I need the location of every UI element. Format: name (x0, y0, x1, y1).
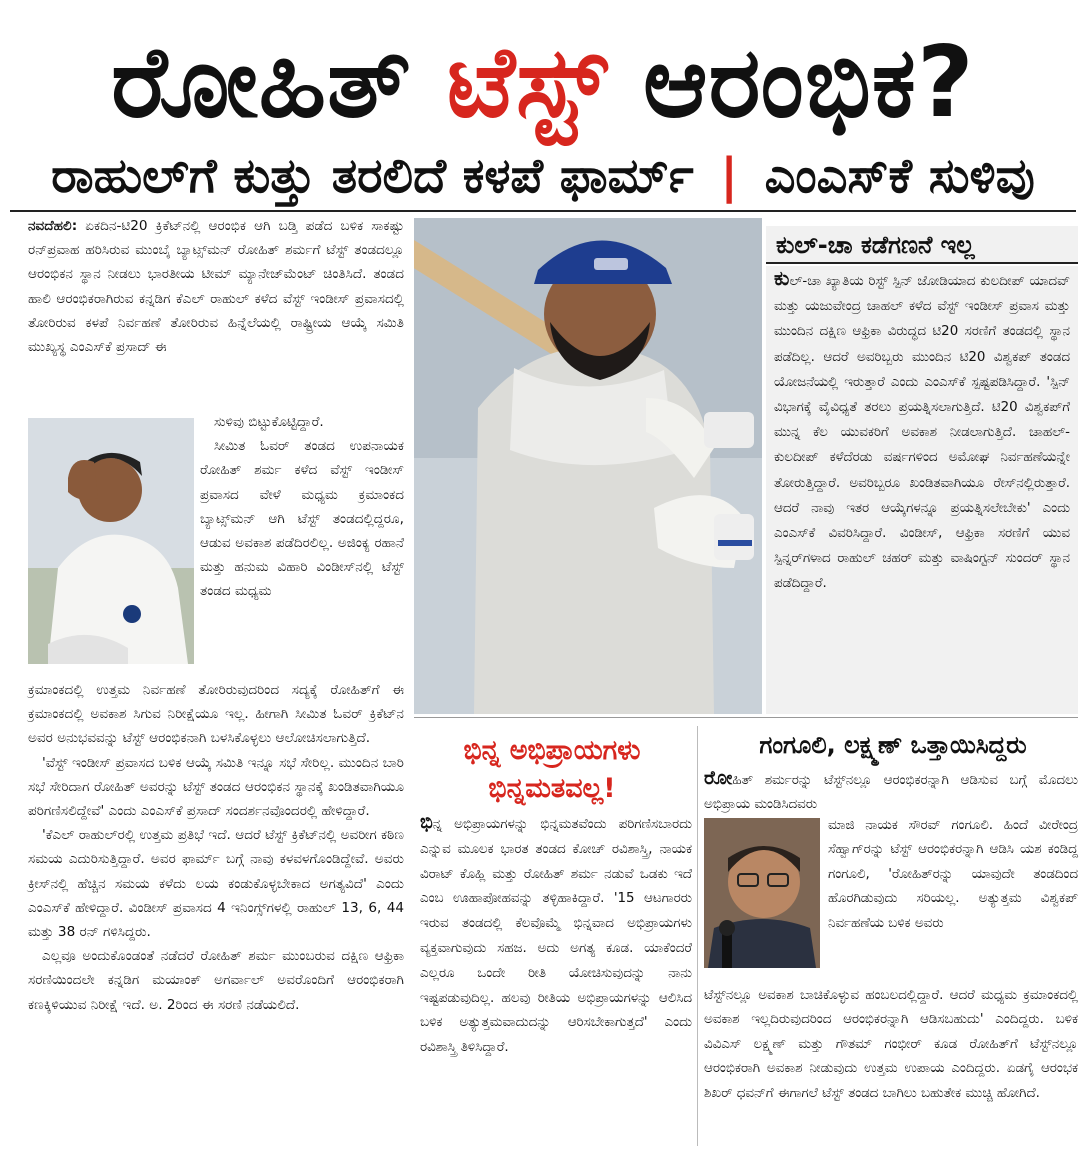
subheadline-left: ರಾಹುಲ್‌ಗೆ ಕುತ್ತು ತರಲಿದೆ ಕಳಪೆ ಫಾರ್ಮ್ (51, 148, 694, 204)
main-article-p5: ಎಲ್ಲವೂ ಅಂದುಕೊಂಡಂತೆ ನಡೆದರೆ ರೋಹಿತ್ ಶರ್ಮ ಮುಂಬರುವ ದಕ್ಷಿಣ ಆಫ್ರಿಕಾ ಸರಣಿಯಿಂದಲೇ ಕನ್ನಡಿಗ ಮಯಾಂಕ್ ಅಗರ್ವಾಲ್ ಅವರೊಂದಿಗೆ ಆರಂಭಿಕರಾಗಿ ಕಣಕ್ಕಿಳಿಯುವ ನಿರೀಕ್ಷೆ ಇದೆ. ಅ. 2ರಿಂದ ಈ ಸರಣಿ ನಡೆಯಲಿದೆ. (28, 948, 404, 1013)
right-article-intro-text: ಹಿತ್ ಶರ್ಮರನ್ನು ಟೆಸ್ಟ್‌ನಲ್ಲೂ ಆರಂಭಿಕರನ್ನಾಗಿ ಆಡಿಸುವ ಬಗ್ಗೆ ಮೊದಲು ಅಭಿಪ್ರಾಯ ಮಂಡಿಸಿದವರು (704, 773, 1078, 813)
right-article-wrap-text: ಮಾಜಿ ನಾಯಕ ಸೌರವ್ ಗಂಗೂಲಿ. ಹಿಂದೆ ವೀರೇಂದ್ರ ಸೆಹ್ವಾಗ್‌ರನ್ನು ಟೆಸ್ಟ್ ಆರಂಭಿಕರನ್ನಾಗಿ ಆಡಿಸಿ ಯಶ ಕಂಡಿದ್ದ ಗಂಗೂಲಿ, 'ರೋಹಿತ್‌ರನ್ನು ಯಾವುದೇ ತಂಡದಿಂದ ಹೊರಗಿಡುವುದು ಸರಿಯಲ್ಲ. ಅತ್ಯುತ್ತಮ ವಿಶ್ವಕಪ್ ನಿರ್ವಹಣೆಯ ಬಳಿಕ ಅವರು (828, 818, 1078, 931)
main-article-p4: 'ಕೆಎಲ್ ರಾಹುಲ್‌ರಲ್ಲಿ ಉತ್ತಮ ಪ್ರತಿಭೆ ಇದೆ. ಆದರೆ ಟೆಸ್ಟ್ ಕ್ರಿಕೆಟ್‌ನಲ್ಲಿ ಅವರೀಗ ಕಠಿಣ ಸಮಯ ಎದುರಿಸುತ್ತಿದ್ದಾರೆ. ಅವರ ಫಾರ್ಮ್ ಬಗ್ಗೆ ನಾವು ಕಳವಳಗೊಂಡಿದ್ದೇವೆ. ಅವರು ಕ್ರೀಸ್‌ನಲ್ಲಿ ಹೆಚ್ಚಿನ ಸಮಯ ಕಳೆದು ಲಯ ಕಂಡುಕೊಳ್ಳಬೇಕಾದ ಅಗತ್ಯವಿದೆ' ಎಂದು ಎಂಎಸ್‌ಕೆ ಹೇಳಿದ್ದಾರೆ. ವಿಂಡೀಸ್ ಪ್ರವಾಸದ 4 ಇನಿಂಗ್ಸ್‌ಗಳಲ್ಲಿ ರಾಹುಲ್ 13, 6, 44 ಮತ್ತು 38 ರನ್ ಗಳಿಸಿದ್ದರು. (28, 827, 404, 941)
right-article-title: ಗಂಗೂಲಿ, ಲಕ್ಷ್ಮಣ್ ಒತ್ತಾಯಿಸಿದ್ದರು (759, 731, 1027, 759)
sourav-ganguly-illustration (704, 818, 820, 968)
right-article-wrap (828, 814, 1078, 936)
middle-dropcap: ಭಿ (420, 811, 433, 833)
column-divider (697, 726, 698, 1146)
main-article-wrap (200, 410, 404, 604)
subheadline-right: ಎಂಎಸ್‌ಕೆ ಸುಳಿವು (764, 148, 1035, 204)
middle-article-title (414, 732, 690, 812)
right-article-body (704, 984, 1078, 1106)
subheadline-separator: | (720, 148, 738, 204)
headline-part-3: ಆರಂಭಿಕ? (643, 26, 975, 140)
kl-rahul-illustration (28, 418, 194, 664)
main-article-intro (28, 214, 404, 359)
sourav-ganguly-photo (704, 818, 820, 968)
sidebar-box (766, 266, 1078, 714)
main-article-p2-wrap: ಸೀಮಿತ ಓವರ್ ತಂಡದ ಉಪನಾಯಕ ರೋಹಿತ್ ಶರ್ಮ ಕಳೆದ ವೆಸ್ಟ್ ಇಂಡೀಸ್ ಪ್ರವಾಸದ ವೇಳೆ ಮಧ್ಯಮ ಕ್ರಮಾಂಕದ ಬ್ಯಾಟ್ಸ್‌ಮನ್ ಆಗಿ ಟೆಸ್ಟ್ ತಂಡದಲ್ಲಿದ್ದರೂ, ಆಡುವ ಅವಕಾಶ ಪಡೆದಿರಲಿಲ್ಲ. ಅಜಿಂಕ್ಯ ರಹಾನೆ ಮತ್ತು ಹನುಮ ವಿಹಾರಿ ವಿಂಡೀಸ್‌ನಲ್ಲಿ ಟೆಸ್ಟ್ ತಂಡದ ಮಧ್ಯಮ (200, 438, 404, 600)
kl-rahul-photo (28, 418, 194, 664)
headline-part-2: ಟೆಸ್ಟ್ (446, 26, 608, 140)
right-article-full-text: ಟೆಸ್ಟ್‌ನಲ್ಲೂ ಅವಕಾಶ ಬಾಚಿಕೊಳ್ಳುವ ಹಂಬಲದಲ್ಲಿದ್ದಾರೆ. ಆದರೆ ಮಧ್ಯಮ ಕ್ರಮಾಂಕದಲ್ಲಿ ಅವಕಾಶ ಇಲ್ಲದಿರುವುದರಿಂದ ಆರಂಭಿಕರನ್ನಾಗಿ ಆಡಿಸಬಹುದು' ಎಂದಿದ್ದರು. ಬಳಿಕ ವಿವಿಎಸ್ ಲಕ್ಷ್ಮಣ್ ಮತ್ತು ಗೌತಮ್ ಗಂಭೀರ್ ಕೂಡ ರೋಹಿತ್‌ಗೆ ಟೆಸ್ಟ್‌ನಲ್ಲೂ ಆರಂಭಿಕರಾಗಿ ಅವಕಾಶ ನೀಡುವುದು ಉತ್ತಮ ಉಪಾಯ ಎಂದಿದ್ದರು. ಏಡಗೈ ಆರಂಭಕ ಶಿಖರ್ ಧವನ್‌ಗೆ ಈಗಾಗಲೆ ಟೆಸ್ಟ್ ತಂಡದ ಬಾಗಿಲು ಬಹುತೇಕ ಮುಚ್ಚಿ ಹೋಗಿದೆ. (704, 988, 1078, 1101)
sidebar-dropcap: ಕು (774, 266, 790, 290)
sidebar-text: ಲ್-ಚಾ ಖ್ಯಾತಿಯ ರಿಸ್ಟ್ ಸ್ಪಿನ್ ಜೋಡಿಯಾದ ಕುಲದೀಪ್ ಯಾದವ್ ಮತ್ತು ಯಜುವೇಂದ್ರ ಚಾಹಲ್ ಕಳೆದ ವೆಸ್ಟ್ ಇಂಡೀಸ್ ಪ್ರವಾಸ ಮತ್ತು ಮುಂದಿನ ದಕ್ಷಿಣ ಆಫ್ರಿಕಾ ವಿರುದ್ಧದ ಟಿ20 ಸರಣಿಗೆ ತಂಡದಲ್ಲಿ ಸ್ಥಾನ ಪಡೆದಿಲ್ಲ. ಆದರೆ ಅವರಿಬ್ಬರು ಮುಂದಿನ ಟಿ20 ವಿಶ್ವಕಪ್ ತಂಡದ ಯೋಜನೆಯಲ್ಲಿ ಇರುತ್ತಾರೆ ಎಂದು ಎಂಎಸ್‌ಕೆ ಸ್ಪಷ್ಟಪಡಿಸಿದ್ದಾರೆ. 'ಸ್ಪಿನ್ ವಿಭಾಗಕ್ಕೆ ವೈವಿಧ್ಯತೆ ತರಲು ಪ್ರಯತ್ನಿಸಲಾಗುತ್ತಿದೆ. ಟಿ20 ವಿಶ್ವಕಪ್‌ಗೆ ಮುನ್ನ ಕೆಲ ಯುವಕರಿಗೆ ಅವಕಾಶ ನೀಡಲಾಗುತ್ತಿದೆ. ಚಾಹಲ್-ಕುಲದೀಪ್ ಕಳೆದೆರಡು ವರ್ಷಗಳಿಂದ ಅಮೋಘ ನಿರ್ವಹಣೆಯನ್ನೇ ತೋರುತ್ತಿದ್ದಾರೆ. ಅವರಿಬ್ಬರೂ ಖಂಡಿತವಾಗಿಯೂ ರೇಸ್‌ನಲ್ಲಿರುತ್ತಾರೆ. ಆದರೆ ನಾವು ಇತರ ಆಯ್ಕೆಗಳನ್ನೂ ಪ್ರಯತ್ನಿಸಲೇಬೇಕು' ಎಂದು ಎಂಎಸ್‌ಕೆ ವಿವರಿಸಿದ್ದಾರೆ. ವಿಂಡೀಸ್, ಆಫ್ರಿಕಾ ಸರಣಿಗೆ ಯುವ ಸ್ಪಿನ್ನರ್‌ಗಳಾದ ರಾಹುಲ್ ಚಹರ್ ಮತ್ತು ವಾಷಿಂಗ್ಟನ್ ಸುಂದರ್ ಸ್ಥಾನ ಪಡೆದಿದ್ದಾರೆ. (774, 274, 1070, 592)
rohit-sharma-photo (414, 218, 762, 714)
main-article-p2-full: ಕ್ರಮಾಂಕದಲ್ಲಿ ಉತ್ತಮ ನಿರ್ವಹಣೆ ತೋರಿರುವುದರಿಂದ ಸದ್ಯಕ್ಕೆ ರೋಹಿತ್‌ಗೆ ಈ ಕ್ರಮಾಂಕದಲ್ಲಿ ಅವಕಾಶ ಸಿಗುವ ನಿರೀಕ್ಷೆಯೂ ಇಲ್ಲ. ಹೀಗಾಗಿ ಸೀಮಿತ ಓವರ್ ಕ್ರಿಕೆಟ್‌ನ ಅವರ ಅನುಭವವನ್ನು ಟೆಸ್ಟ್ ಆರಂಭಿಕನಾಗಿ ಬಳಸಿಕೊಳ್ಳಲು ಆಲೋಚಿಸಲಾಗುತ್ತಿದೆ. (28, 682, 404, 747)
main-article-body (28, 678, 404, 1017)
headline (0, 22, 1086, 144)
middle-title-line-1: ಭಿನ್ನ ಅಭಿಪ್ರಾಯಗಳು (463, 735, 641, 766)
main-article-p1-cont: ಸುಳಿವು ಬಿಟ್ಟುಕೊಟ್ಟಿದ್ದಾರೆ. (214, 414, 324, 430)
dateline: ನವದೆಹಲಿ: (28, 218, 78, 234)
main-article-p3: 'ವೆಸ್ಟ್ ಇಂಡೀಸ್ ಪ್ರವಾಸದ ಬಳಿಕ ಆಯ್ಕೆ ಸಮಿತಿ ಇನ್ನೂ ಸಭೆ ಸೇರಿಲ್ಲ. ಮುಂದಿನ ಬಾರಿ ಸಭೆ ಸೇರಿದಾಗ ರೋಹಿತ್ ಅವರನ್ನು ಟೆಸ್ಟ್ ತಂಡದ ಆರಂಭಿಕನ ಸ್ಥಾನಕ್ಕೆ ಖಂಡಿತವಾಗಿಯೂ ಪರಿಗಣಿಸಲಿದ್ದೇವೆ' ಎಂದು ಎಂಎಸ್‌ಕೆ ಪ್ರಸಾದ್ ಸಂದರ್ಶನವೊಂದರಲ್ಲಿ ಹೇಳಿದ್ದಾರೆ. (28, 754, 404, 820)
sidebar-title: ಕುಲ್-ಚಾ ಕಡೆಗಣನೆ ಇಲ್ಲ (766, 226, 1078, 264)
rohit-sharma-illustration (414, 218, 762, 714)
right-dropcap: ರೋ (704, 767, 733, 789)
middle-title-line-2: ಭಿನ್ನಮತವಲ್ಲ! (488, 773, 616, 804)
lower-divider (414, 717, 1078, 718)
header-divider (10, 210, 1076, 212)
middle-article-text: ನ್ನ ಅಭಿಪ್ರಾಯಗಳನ್ನು ಭಿನ್ನಮತವೆಂದು ಪರಿಗಣಿಸಬಾರದು ಎನ್ನುವ ಮೂಲಕ ಭಾರತ ತಂಡದ ಕೋಚ್ ರವಿಶಾಸ್ತ್ರಿ, ನಾಯಕ ವಿರಾಟ್ ಕೊಹ್ಲಿ ಮತ್ತು ರೋಹಿತ್ ಶರ್ಮ ನಡುವೆ ಒಡಕು ಇದೆ ಎಂಬ ಊಹಾಪೋಹವನ್ನು ತಳ್ಳಿಹಾಕಿದ್ದಾರೆ. '15 ಆಟಗಾರರು ಇರುವ ತಂಡದಲ್ಲಿ ಕೆಲವೊಮ್ಮೆ ಭಿನ್ನವಾದ ಅಭಿಪ್ರಾಯಗಳು ವ್ಯಕ್ತವಾಗುವುದು ಸಹಜ. ಅದು ಅಗತ್ಯ ಕೂಡ. ಯಾಕೆಂದರೆ ಎಲ್ಲರೂ ಒಂದೇ ರೀತಿ ಯೋಚಿಸುವುದನ್ನು ನಾನು ಇಷ್ಟಪಡುವುದಿಲ್ಲ. ಹಲವು ರೀತಿಯ ಅಭಿಪ್ರಾಯಗಳನ್ನು ಆಲಿಸಿದ ಬಳಿಕ ಅತ್ಯುತ್ತಮವಾದುದನ್ನು ಆರಿಸಬೇಕಾಗುತ್ತದೆ' ಎಂದು ರವಿಶಾಸ್ತ್ರಿ ತಿಳಿಸಿದ್ದಾರೆ. (420, 817, 692, 1056)
right-article-intro (704, 766, 1078, 818)
headline-part-1: ರೋಹಿತ್ (111, 26, 412, 140)
subheadline (0, 144, 1086, 208)
main-article-p1: ಏಕದಿನ-ಟಿ20 ಕ್ರಿಕೆಟ್‌ನಲ್ಲಿ ಆರಂಭಿಕ ಆಗಿ ಬಡ್ತಿ ಪಡೆದ ಬಳಿಕ ಸಾಕಷ್ಟು ರನ್‌ಪ್ರವಾಹ ಹರಿಸಿರುವ ಮುಂಬೈ ಬ್ಯಾಟ್ಸ್‌ಮನ್ ರೋಹಿತ್ ಶರ್ಮಗೆ ಟೆಸ್ಟ್ ತಂಡದಲ್ಲೂ ಆರಂಭಿಕನ ಸ್ಥಾನ ನೀಡಲು ಭಾರತೀಯ ಟೀಮ್ ಮ್ಯಾನೇಜ್‌ಮೆಂಟ್ ಚಿಂತಿಸಿದೆ. ತಂಡದ ಹಾಲಿ ಆರಂಭಿಕರಾಗಿರುವ ಕನ್ನಡಿಗ ಕೆಎಲ್ ರಾಹುಲ್ ಕಳೆದ ವೆಸ್ಟ್ ಇಂಡೀಸ್ ಪ್ರವಾಸದಲ್ಲಿ ತೋರಿರುವ ಕಳಪೆ ನಿರ್ವಹಣೆ ತೋರಿರುವ ಹಿನ್ನೆಲೆಯಲ್ಲಿ ರಾಷ್ಟ್ರೀಯ ಆಯ್ಕೆ ಸಮಿತಿ ಮುಖ್ಯಸ್ಥ ಎಂಎಸ್‌ಕೆ ಪ್ರಸಾದ್ ಈ (28, 218, 404, 356)
middle-article-body (420, 810, 692, 1061)
